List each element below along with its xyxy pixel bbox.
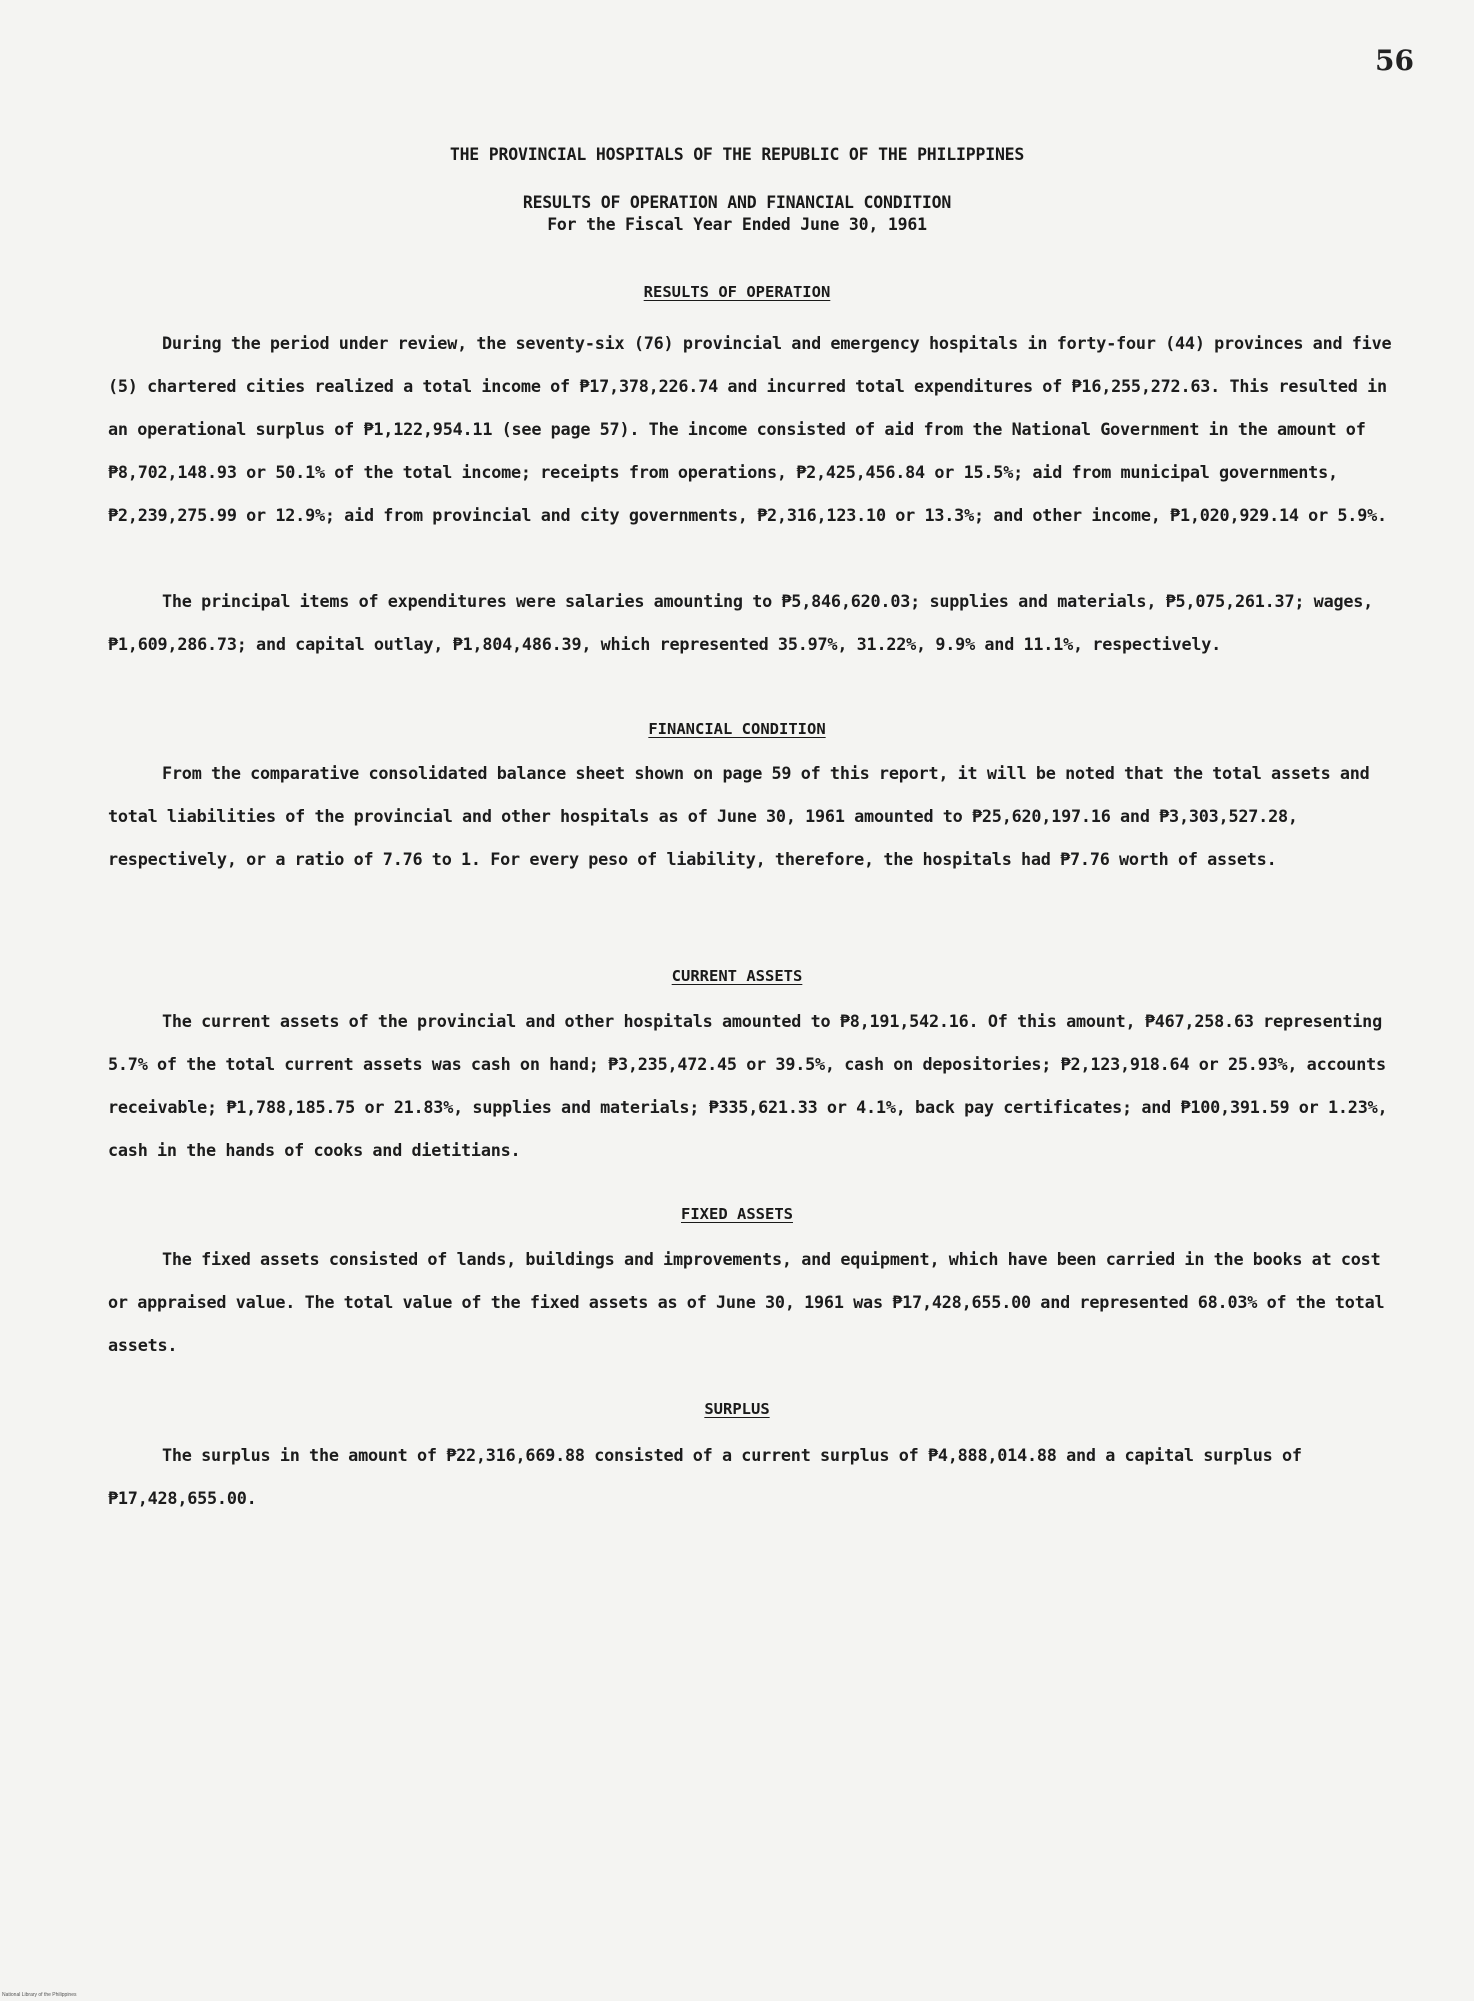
heading-fixed-assets: FIXED ASSETS [681,1205,793,1223]
paragraph-expenditures: The principal items of expenditures were salaries amounting to ₱5,846,620.03; supplies and materials, ₱5,075,261.37; wages, ₱1,609,286.73; and capital outlay, ₱1,804,486.39, which represented 35.97%, 31.22%, 9.9% and 11.1%, respectively. [108,591,1374,654]
heading-surplus: SURPLUS [704,1400,770,1418]
heading-results-of-operation: RESULTS OF OPERATION [643,283,831,301]
paragraph-financial-condition: From the comparative consolidated balance sheet shown on page 59 of this report, it will be noted that the total assets and total liabilities of the provincial and other hospitals as of June 30, 1961 amounted to ₱25,620,197.16 and ₱3,303,527.28, respectively, or a ratio of 7.76 to 1. For every peso of liability, therefore, the hospitals had ₱7.76 worth of assets. [108,763,1370,869]
footer-credit: National Library of the Philippines [2,1992,77,1998]
paragraph-current-assets: The current assets of the provincial and other hospitals amounted to ₱8,191,542.16. Of this amount, ₱467,258.63 representing 5.7% of the total current assets was cash on hand; ₱3,235,472.45 or 39.5%, cash on depositories; ₱2,123,918.64 or 25.93%, accounts receivable; ₱1,788,185.75 or 21.83%, supplies and materials; ₱335,621.33 or 4.1%, back pay certificates; and ₱100,391.59 or 1.23%, cash in the hands of cooks and dietitians. [108,1011,1388,1160]
paragraph-fixed-assets: The fixed assets consisted of lands, buildings and improvements, and equipment, which have been carried in the books at cost or appraised value. The total value of the fixed assets as of June 30, 1961 was ₱17,428,655.00 and represented 68.03% of the total assets. [108,1249,1385,1355]
heading-financial-condition: FINANCIAL CONDITION [648,720,826,738]
page-number: 56 [1375,44,1414,77]
heading-current-assets: CURRENT ASSETS [671,967,803,985]
paragraph-income-summary: During the period under review, the seventy-six (76) provincial and emergency hospitals in forty-four (44) provinces and five (5) chartered cities realized a total income of ₱17,378,226.74 and incurred total expenditures of ₱16,255,272.63. This resulted in an operational surplus of ₱1,122,954.11 (see page 57). The income consisted of aid from the National Government in the amount of ₱8,702,148.93 or 50.1% of the total income; receipts from operations, ₱2,425,456.84 or 15.5%; aid from municipal governments, ₱2,239,275.99 or 12.9%; aid from provincial and city governments, ₱2,316,123.10 or 13.3%; and other income, ₱1,020,929.14 or 5.9%. [108,333,1392,525]
document-fiscal-year: For the Fiscal Year Ended June 30, 1961 [547,215,927,234]
document-title: THE PROVINCIAL HOSPITALS OF THE REPUBLIC OF THE PHILIPPINES [449,145,1025,164]
paragraph-surplus: The surplus in the amount of ₱22,316,669.88 consisted of a current surplus of ₱4,888,014.88 and a capital surplus of ₱17,428,655.00. [108,1445,1302,1508]
document-subtitle: RESULTS OF OPERATION AND FINANCIAL CONDITION [522,193,952,212]
